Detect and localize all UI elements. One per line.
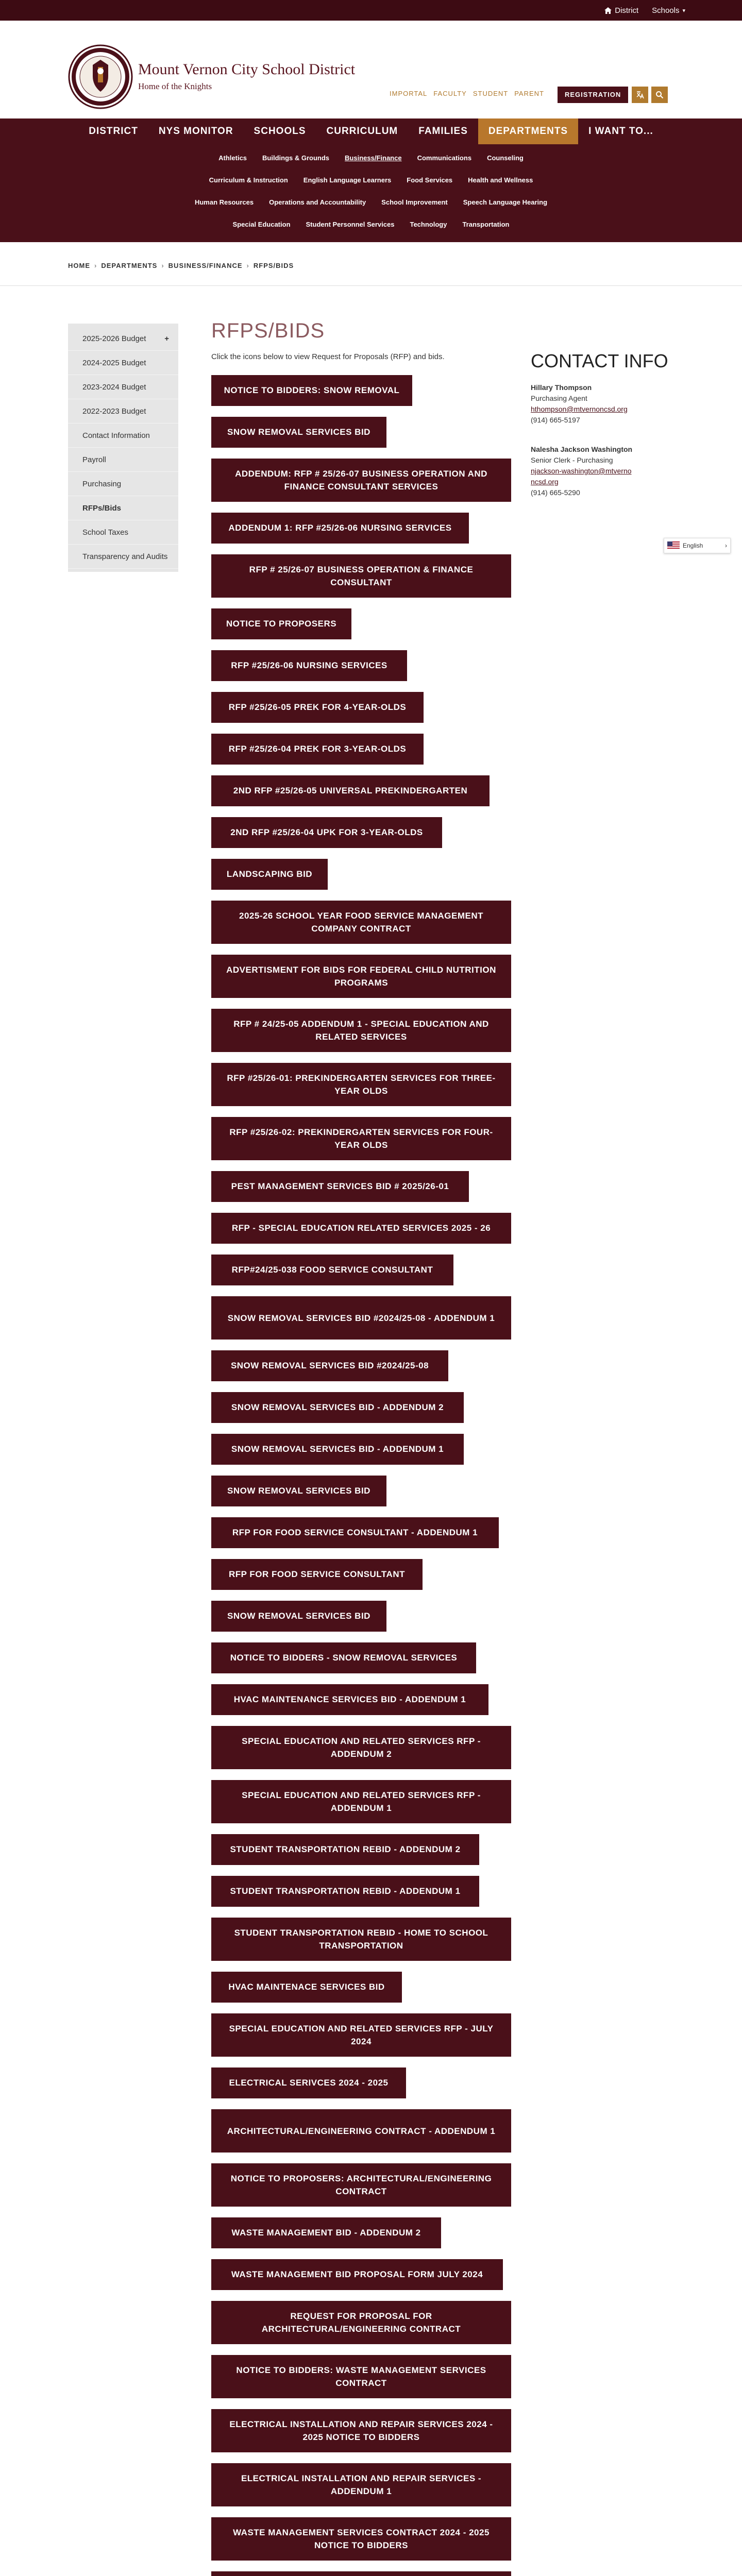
district-menu[interactable] [604,6,638,15]
sub-nav-row [0,193,742,212]
site-tagline: Home of the Knights [138,81,212,91]
language-selector[interactable] [664,538,731,553]
nav-families[interactable]: FAMILIES [418,126,468,137]
sub-nav-row [0,215,742,234]
document-link-button[interactable]: RFP # 24/25-05 ADDENDUM 1 - SPECIAL EDUCATION AND RELATED SERVICES [211,1009,511,1052]
expand-icon[interactable]: + [164,334,169,343]
breadcrumb-departments[interactable]: DEPARTMENTS [101,262,158,269]
document-link-button[interactable]: 2ND RFP #25/26-05 UNIVERSAL PREKINDERGARTEN [211,775,490,806]
sidebar-item-rfps-bids[interactable]: RFPs/Bids [68,496,178,520]
sidebar-item-2025-2026-budget[interactable] [68,327,178,351]
document-link-button[interactable]: STUDENT TRANSPORTATION REBID - ADDENDUM 1 [211,1876,479,1907]
sub-nav-row [0,171,742,190]
subnav-student-personnel-services[interactable]: Student Personnel Services [306,221,395,228]
document-link-button[interactable]: RFP #25/26-04 PREK FOR 3-YEAR-OLDS [211,734,424,765]
sub-nav-row [0,148,742,168]
document-link-button[interactable]: RFP - SPECIAL EDUCATION RELATED SERVICES 2025 - 26 [211,1213,511,1244]
subnav-operations-accountability[interactable]: Operations and Accountability [269,198,366,206]
contact-name: Hillary Thompson [531,383,592,392]
language-label: English [683,542,703,549]
document-link-button[interactable]: SNOW REMOVAL SERVICES BID #2024/25-08 [211,1350,448,1381]
document-link-button[interactable]: WASTE MANAGEMENT SERVICES CONTRACT 2024 - 2025 NOTICE TO BIDDERS [211,2517,511,2561]
schools-label: Schools [652,6,680,15]
document-link-button[interactable]: STUDENT TRANSPORTATION REBID - ADDENDUM 2 [211,1834,479,1865]
breadcrumb-home[interactable]: HOME [68,262,90,269]
document-link-button[interactable]: SNOW REMOVAL SERVICES BID - ADDENDUM 1 [211,1434,464,1465]
document-link-button[interactable]: WASTE MANAGEMENT BID PROPOSAL FORM JULY 2024 [211,2259,503,2290]
subnav-business-finance[interactable]: Business/Finance [345,154,402,162]
contact-card [531,382,634,426]
chevron-down-icon: ▾ [682,7,685,14]
subnav-athletics[interactable]: Athletics [218,154,247,162]
sidebar-item-2024-2025-budget[interactable]: 2024-2025 Budget [68,351,178,375]
home-icon [604,7,612,14]
search-button[interactable] [651,87,668,103]
document-link-button[interactable]: ELECTRICAL SERIVCES 2024 - 2025 [211,2067,406,2098]
audience-link-student[interactable]: STUDENT [473,90,509,97]
subnav-special-education[interactable]: Special Education [232,221,291,228]
document-link-button[interactable]: NOTICE TO PROPOSERS: ARCHITECTURAL/ENGINEERING CONTRACT [211,2163,511,2207]
breadcrumb-separator: › [94,262,97,269]
audience-links [390,90,544,97]
sidebar-item-payroll[interactable]: Payroll [68,448,178,472]
document-link-button[interactable]: 2ND RFP #25/26-04 UPK FOR 3-YEAR-OLDS [211,817,442,848]
document-link-button[interactable]: RFP FOR FOOD SERVICE CONSULTANT - ADDENDUM 1 [211,1517,499,1548]
translate-button[interactable] [632,87,648,103]
document-link-button[interactable]: NOTICE TO PROPOSERS [211,608,351,639]
breadcrumb-current: RFPS/BIDS [253,262,294,269]
document-link-button[interactable]: NOTICE TO BIDDERS - SNOW REMOVAL SERVICES [211,1642,476,1673]
document-link-button[interactable]: RFP #25/26-05 PREK FOR 4-YEAR-OLDS [211,692,424,723]
district-seal-logo[interactable] [68,44,133,109]
document-link-button[interactable]: SPECIAL EDUCATION AND RELATED SERVICES RFP - ADDENDUM 2 [211,1726,511,1769]
document-link-button[interactable]: PEST MANAGEMENT SERVICES BID # 2025/26-01 [211,1171,469,1202]
breadcrumb-business-finance[interactable]: BUSINESS/FINANCE [168,262,243,269]
subnav-english-language-learners[interactable]: English Language Learners [303,176,392,184]
document-link-button[interactable]: REQUEST FOR PROPOSAL FOR ARCHITECTURAL/ENGINEERING CONTRACT [211,2301,511,2344]
nav-i-want-to[interactable]: I WANT TO... [588,126,653,137]
document-link-button[interactable]: ADDENDUM 1: RFP #25/26-06 NURSING SERVICES [211,513,469,544]
contact-email-link[interactable]: njackson-washington@mtvernoncsd.org [531,467,632,486]
document-link-button[interactable]: RFP #25/26-06 NURSING SERVICES [211,650,407,681]
subnav-food-services[interactable]: Food Services [407,176,453,184]
sidebar-item-transparency-audits[interactable]: Transparency and Audits [68,545,178,569]
contact-info-heading: CONTACT INFO [531,350,668,371]
document-link-button[interactable]: ELECTRICAL INSTALLATION AND REPAIR SERVICES - ADDENDUM 1 [211,2463,511,2506]
document-link-button[interactable]: SNOW REMOVAL SERVICES BID [211,417,386,448]
subnav-counseling[interactable]: Counseling [487,154,524,162]
main-navigation [0,118,742,242]
subnav-communications[interactable]: Communications [417,154,472,162]
nav-curriculum[interactable]: CURRICULUM [326,126,398,137]
contact-phone: (914) 665-5290 [531,488,580,497]
document-link-button[interactable]: HVAC MAINTENACE SERVICES BID [211,1972,402,2003]
document-link-button[interactable]: ARCHITECTURAL/ENGINEERING CONTRACT - ADDENDUM 1 [211,2109,511,2153]
document-link-button[interactable]: SPECIAL EDUCATION AND RELATED SERVICES RFP - JULY 2024 [211,2013,511,2057]
document-list [211,375,511,2576]
translate-icon [636,91,644,99]
search-icon [655,91,664,99]
subnav-health-wellness[interactable]: Health and Wellness [468,176,533,184]
sidebar-item-purchasing[interactable]: Purchasing [68,472,178,496]
main-nav-row [0,118,742,144]
subnav-human-resources[interactable]: Human Resources [194,198,254,206]
document-link-button[interactable]: WASTE MANAGEMENT BID - ADDENDUM 2 [211,2217,441,2248]
document-link-button[interactable]: NOTICE TO BIDDERS: WASTE MANAGEMENT SERVICES CONTRACT [211,2355,511,2398]
subnav-curriculum-instruction[interactable]: Curriculum & Instruction [209,176,288,184]
audience-link-faculty[interactable]: FACULTY [433,90,467,97]
nav-schools[interactable]: SCHOOLS [254,126,306,137]
contact-role: Senior Clerk - Purchasing [531,456,613,464]
contact-phone: (914) 665-5197 [531,416,580,424]
document-link-button[interactable]: RFP #25/26-01: PREKINDERGARTEN SERVICES FOR THREE-YEAR OLDS [211,1063,511,1106]
breadcrumb [68,262,294,269]
breadcrumb-separator: › [161,262,164,269]
contact-card [531,444,634,498]
document-link-button[interactable]: STUDENT TRANSPORTATION REBID - HOME TO SCHOOL TRANSPORTATION [211,1918,511,1961]
subnav-school-improvement[interactable]: School Improvement [381,198,448,206]
audience-link-parent[interactable]: PARENT [514,90,544,97]
breadcrumb-separator: › [246,262,249,269]
document-link-button[interactable]: HVAC MAINTENANCE SERVICES BID - ADDENDUM 1 [211,1684,488,1715]
breadcrumb-divider [0,285,742,286]
document-link-button[interactable]: RFP#24/25-038 FOOD SERVICE CONSULTANT [211,1255,453,1285]
subnav-speech-language-hearing[interactable]: Speech Language Hearing [463,198,548,206]
document-link-button[interactable]: SPECIAL EDUCATION AND RELATED SERVICES RFP - ADDENDUM 1 [211,1780,511,1823]
site-title[interactable]: Mount Vernon City School District [138,61,356,78]
document-link-button[interactable] [211,2571,511,2576]
us-flag-icon [667,541,680,550]
document-link-button[interactable]: 2025-26 SCHOOL YEAR FOOD SERVICE MANAGEMENT COMPANY CONTRACT [211,901,511,944]
nav-district[interactable]: DISTRICT [89,126,138,137]
document-link-button[interactable]: SNOW REMOVAL SERVICES BID [211,1601,386,1632]
document-link-button[interactable]: RFP FOR FOOD SERVICE CONSULTANT [211,1559,423,1590]
contact-email-link[interactable]: hthompson@mtvernoncsd.org [531,405,628,413]
contact-role: Purchasing Agent [531,394,587,402]
document-link-button[interactable]: RFP # 25/26-07 BUSINESS OPERATION & FINANCE CONSULTANT [211,554,511,598]
document-link-button[interactable]: SNOW REMOVAL SERVICES BID [211,1476,386,1506]
sidebar-item-label: 2025-2026 Budget [82,334,146,343]
district-label: District [615,6,639,15]
document-link-button[interactable]: ELECTRICAL INSTALLATION AND REPAIR SERVICES 2024 - 2025 NOTICE TO BIDDERS [211,2409,511,2452]
subnav-technology[interactable]: Technology [410,221,447,228]
nav-departments[interactable]: DEPARTMENTS [478,118,578,144]
registration-button[interactable]: REGISTRATION [558,87,628,103]
document-link-button[interactable]: NOTICE TO BIDDERS: SNOW REMOVAL [211,375,412,406]
utility-bar [0,0,742,21]
nav-nys-monitor[interactable]: NYS MONITOR [158,126,233,137]
document-link-button[interactable]: RFP #25/26-02: PREKINDERGARTEN SERVICES FOR FOUR-YEAR OLDS [211,1117,511,1160]
sidebar-item-2022-2023-budget[interactable]: 2022-2023 Budget [68,399,178,423]
subnav-transportation[interactable]: Transportation [462,221,510,228]
document-link-button[interactable]: ADDENDUM: RFP # 25/26-07 BUSINESS OPERATION AND FINANCE CONSULTANT SERVICES [211,459,511,502]
contact-name: Nalesha Jackson Washington [531,445,633,453]
audience-link-importal[interactable]: IMPORTAL [390,90,428,97]
document-link-button[interactable]: LANDSCAPING BID [211,859,328,890]
chevron-right-icon: › [725,542,727,549]
section-sidebar [68,324,178,572]
document-link-button[interactable]: SNOW REMOVAL SERVICES BID #2024/25-08 - ADDENDUM 1 [211,1296,511,1340]
sidebar-item-contact-information[interactable]: Contact Information [68,423,178,448]
page-intro: Click the icons below to view Request for Proposals (RFP) and bids. [211,352,445,361]
sidebar-item-school-taxes[interactable]: School Taxes [68,520,178,545]
schools-menu[interactable] [652,6,685,15]
sidebar-item-2023-2024-budget[interactable]: 2023-2024 Budget [68,375,178,399]
document-link-button[interactable]: ADVERTISMENT FOR BIDS FOR FEDERAL CHILD NUTRITION PROGRAMS [211,955,511,998]
page-title: RFPS/BIDS [211,319,325,342]
document-link-button[interactable]: SNOW REMOVAL SERVICES BID - ADDENDUM 2 [211,1392,464,1423]
subnav-buildings-grounds[interactable]: Buildings & Grounds [262,154,330,162]
site-header [0,21,742,118]
